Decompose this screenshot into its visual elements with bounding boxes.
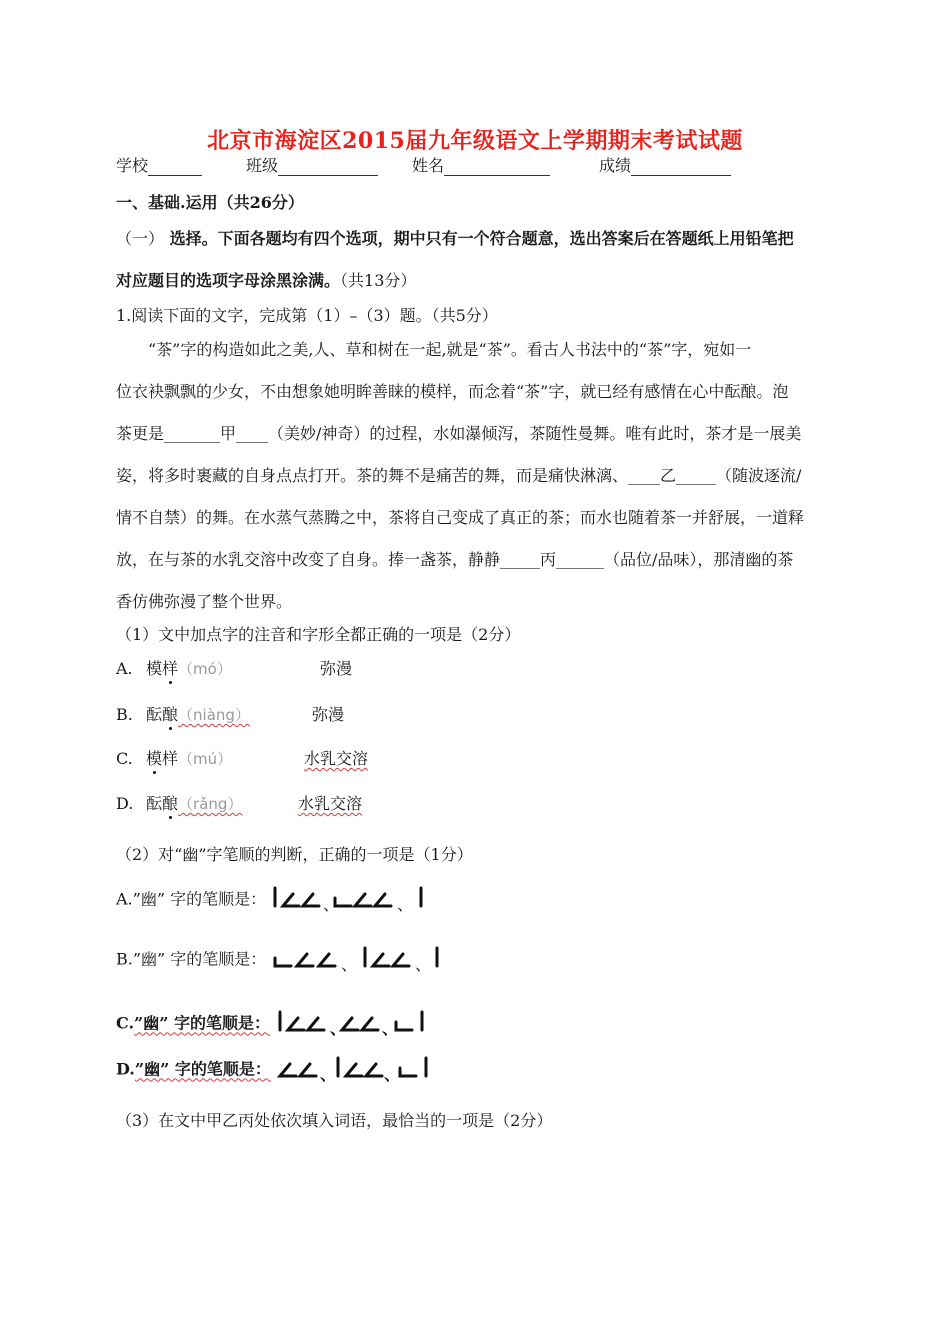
sub-question-2-stem: （2）对“幽”字笔顺的判断，正确的一项是（1分） — [116, 845, 473, 864]
part-instruction-line2: 对应题目的选项字母涂黑涂满。（共13分） — [116, 271, 417, 290]
option-word: 模样 — [146, 659, 179, 678]
exam-title: 北京市海淀区2015届九年级语文上学期期末考试试题 — [207, 128, 743, 154]
stroke-order-icon — [271, 884, 451, 916]
passage-line: 情不自禁）的舞。在水蒸气蒸腾之中，茶将自己变成了真正的茶；而水也随着茶一并舒展，一道释 — [116, 508, 805, 527]
stroke-order-icon — [276, 1008, 456, 1040]
pinyin: （rǎng） — [178, 795, 243, 813]
stroke-option-a[interactable]: A.”幽” 字的笔顺是： 、 、 — [116, 884, 451, 916]
stroke-option-d[interactable]: D.”幽” 字的笔顺是： 、 、 — [116, 1054, 456, 1086]
passage-line: 香仿佛弥漫了整个世界。 — [116, 592, 293, 611]
svg-text:、: 、 — [384, 1065, 401, 1084]
student-info-row — [116, 153, 836, 175]
option-word-2: 水乳交溶 — [304, 749, 369, 768]
school-field[interactable]: 学校 — [116, 153, 202, 176]
svg-text:、: 、 — [415, 955, 432, 974]
stroke-order-icon — [271, 944, 451, 976]
option-word-2: 水乳交溶 — [298, 794, 363, 813]
part-instruction-line1: （一） 选择。下面各题均有四个选项，期中只有一个符合题意，选出答案后在答题纸上用铅笔把 — [116, 229, 794, 248]
option-word: 酝酿 — [146, 705, 179, 724]
stroke-option-b[interactable]: B.”幽” 字的笔顺是： 、 、 — [116, 944, 451, 976]
option-word: 模样 — [146, 749, 179, 768]
pinyin: （mú） — [178, 750, 233, 768]
svg-text:、: 、 — [329, 1019, 346, 1038]
pinyin: （mó） — [178, 660, 232, 678]
name-field[interactable]: 姓名 — [412, 153, 550, 176]
svg-text:、: 、 — [397, 895, 414, 914]
score-field[interactable]: 成绩 — [599, 153, 731, 176]
sub-question-1-stem: （1）文中加点字的注音和字形全都正确的一项是（2分） — [116, 625, 521, 644]
pinyin: （niàng） — [178, 706, 250, 724]
option-d[interactable]: D. 酝酿（rǎng） 水乳交溶 — [116, 791, 242, 814]
question-1-stem: 1.阅读下面的文字，完成第（1）–（3）题。（共5分） — [116, 306, 498, 325]
option-word-2: 弥漫 — [320, 659, 353, 678]
passage-line: 位衣袂飘飘的少女，不由想象她明眸善睐的模样，而念着“茶”字，就已经有感情在心中酝酿。泡 — [116, 382, 789, 401]
passage-line: 姿，将多时裹藏的自身点点打开。茶的舞不是痛苦的舞，而是痛快淋漓、____乙_____（随波逐流/ — [116, 466, 802, 485]
option-word: 酝酿 — [146, 794, 179, 813]
svg-text:、: 、 — [381, 1019, 398, 1038]
class-field[interactable]: 班级 — [246, 153, 378, 176]
svg-text:、: 、 — [341, 955, 358, 974]
option-c[interactable]: C. 模样（mú） 水乳交溶 — [116, 746, 232, 769]
sub-question-3-stem: （3）在文中甲乙丙处依次填入词语，最恰当的一项是（2分） — [116, 1111, 553, 1130]
option-b[interactable]: B. 酝酿（niàng） 弥漫 — [116, 702, 250, 725]
reading-passage — [116, 329, 838, 623]
section-heading: 一、基础.运用（共26分） — [116, 193, 304, 212]
stroke-option-c[interactable]: C.”幽” 字的笔顺是： 、 、 — [116, 1008, 456, 1040]
option-a[interactable]: A. 模样（mó） 弥漫 — [116, 656, 232, 679]
svg-text:、: 、 — [323, 895, 340, 914]
stroke-order-icon — [276, 1054, 456, 1086]
passage-line: 茶更是_______甲____（美妙/神奇）的过程，水如瀑倾泻，茶随性曼舞。唯有此时，茶才是一展美 — [116, 424, 802, 443]
passage-line: “茶”字的构造如此之美,人、草和树在一起,就是“茶”。看古人书法中的“茶”字，宛如一 — [148, 340, 752, 359]
option-word-2: 弥漫 — [312, 705, 345, 724]
passage-line: 放，在与茶的水乳交溶中改变了自身。捧一盏茶，静静_____丙______（品位/品味），那清幽的茶 — [116, 550, 794, 569]
svg-text:、: 、 — [320, 1065, 337, 1084]
